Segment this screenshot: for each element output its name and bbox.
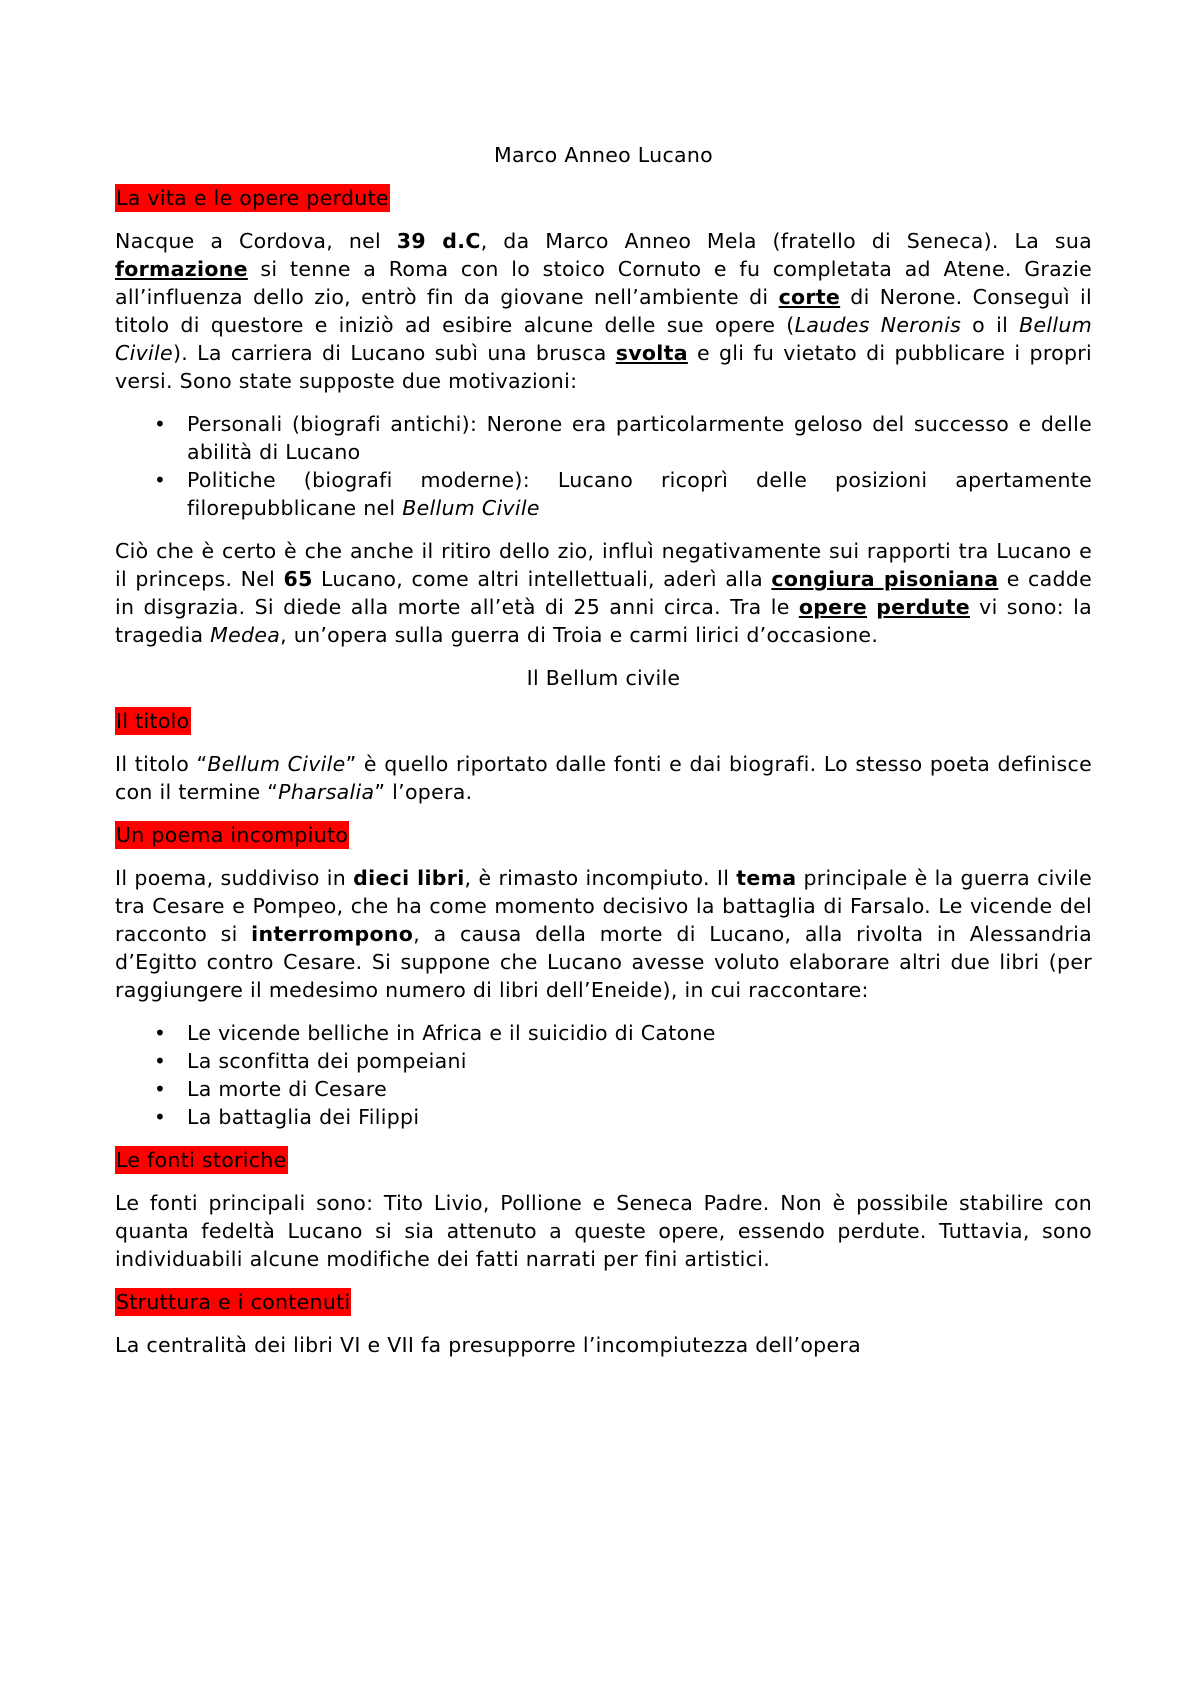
paragraph-congiura: Ciò che è certo è che anche il ritiro dello zio, influì negativamente sui rapporti tra Lucano e il princeps. Nel 65 Lucano, come altri intellettuali, aderì alla congiura pisoniana e cadde in disgrazia. Si diede alla morte all’età di 25 anni circa. Tra le opere perdute vi sono: la tragedia Medea, un’opera sulla guerra di Troia e carmi lirici d’occasione.: [115, 539, 1093, 647]
bold-interrompono: interrompono: [251, 922, 414, 946]
bold-dieci-libri: dieci libri: [353, 866, 465, 890]
section-title-bellum-civile: Il Bellum civile: [526, 666, 681, 690]
italic-pharsalia: Pharsalia: [278, 780, 375, 804]
list-item: • La sconfitta dei pompeiani: [187, 1047, 1092, 1075]
underlined-svolta: svolta: [615, 341, 688, 365]
section-heading-titolo: Il titolo: [116, 709, 190, 733]
paragraph-vita: Nacque a Cordova, nel 39 d.C, da Marco Anneo Mela (fratello di Seneca). La sua formazione si tenne a Roma con lo stoico Cornuto e fu completata ad Atene. Grazie all’influenza dello zio, entrò fin da giovane nell’ambiente di corte di Nerone. Conseguì il titolo di questore e iniziò ad esibire alcune delle sue opere (Laudes Neronis o il Bellum Civile). La carriera di Lucano subì una brusca svolta e gli fu vietato di pubblicare i propri versi. Sono state supposte due motivazioni:: [115, 229, 1092, 393]
list-item: • Personali (biografi antichi): Nerone era particolarmente geloso del successo e delle abilità di Lucano: [187, 410, 1092, 466]
underlined-formazione: formazione: [115, 257, 248, 281]
paragraph-struttura: La centralità dei libri VI e VII fa presupporre l’incompiutezza dell’opera: [115, 1333, 861, 1357]
libri-list: [115, 1019, 1092, 1131]
document-content: [115, 141, 1092, 1374]
italic-medea: Medea: [210, 623, 281, 647]
italic-bellum-civile: Bellum Civile: [115, 313, 1092, 365]
underlined-congiura-pisoniana: congiura pisoniana: [771, 567, 999, 591]
list-item: • Le vicende belliche in Africa e il suicidio di Catone: [187, 1019, 1092, 1047]
paragraph-poema: Il poema, suddiviso in dieci libri, è rimasto incompiuto. Il tema principale è la guerra civile tra Cesare e Pompeo, che ha come momento decisivo la battaglia di Farsalo. Le vicende del racconto si interrompono, a causa della morte di Lucano, alla rivolta in Alessandria d’Egitto contro Cesare. Si suppone che Lucano avesse voluto elaborare altri due libri (per raggiungere il medesimo numero di libri dell’Eneide), in cui raccontare:: [115, 866, 1093, 1002]
list-item: • La morte di Cesare: [187, 1075, 1092, 1103]
underlined-opere: opere: [798, 595, 868, 619]
paragraph-titolo: Il titolo “Bellum Civile” è quello riportato dalle fonti e dai biografi. Lo stesso poeta definisce con il termine “Pharsalia” l’opera.: [115, 752, 1092, 804]
bold-year-65: 65: [283, 567, 313, 591]
section-heading-fonti-storiche: Le fonti storiche: [116, 1148, 287, 1172]
underlined-perdute: perdute: [876, 595, 970, 619]
section-heading-struttura: Struttura e i contenuti: [116, 1290, 351, 1314]
underlined-corte: corte: [778, 285, 841, 309]
document-title: Marco Anneo Lucano: [493, 143, 714, 167]
motivations-list: [115, 410, 1092, 522]
section-heading-vita: La vita e le opere perdute: [116, 186, 389, 210]
bold-year-39: 39 d.C: [396, 229, 481, 253]
list-item: • Politiche (biografi moderne): Lucano ricoprì delle posizioni apertamente filorepubblicane nel Bellum Civile: [187, 466, 1092, 522]
italic-laudes-neronis: Laudes Neronis: [794, 313, 962, 337]
bold-tema: tema: [736, 866, 797, 890]
section-heading-poema-incompiuto: Un poema incompiuto: [116, 823, 349, 847]
list-item: • La battaglia dei Filippi: [187, 1103, 1092, 1131]
paragraph-fonti: Le fonti principali sono: Tito Livio, Pollione e Seneca Padre. Non è possibile stabilire con quanta fedeltà Lucano si sia attenuto a queste opere, essendo perdute. Tuttavia, sono individuabili alcune modifiche dei fatti narrati per fini artistici.: [115, 1191, 1092, 1271]
